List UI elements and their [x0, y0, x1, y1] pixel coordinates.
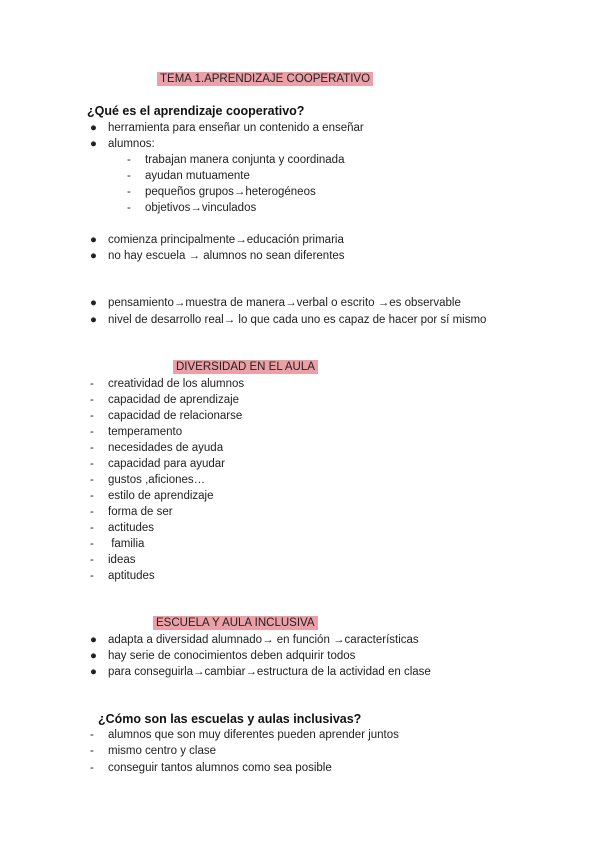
list-item: nivel de desarrollo real→ lo que cada uno es capaz de hacer por sí mismo	[108, 314, 487, 326]
dash-icon: -	[90, 538, 94, 550]
list-item: capacidad de relacionarse	[108, 410, 243, 422]
list-item: no hay escuela → alumnos no sean diferentes	[108, 250, 345, 262]
bullet-icon: ●	[90, 234, 97, 246]
dash-icon: -	[127, 154, 131, 166]
list-item: gustos ,aficiones…	[108, 474, 206, 486]
bullet-icon: ●	[90, 250, 97, 262]
dash-icon: -	[90, 442, 94, 454]
dash-icon: -	[90, 762, 94, 774]
dash-icon: -	[90, 394, 94, 406]
dash-icon: -	[127, 186, 131, 198]
list-item: familia	[108, 538, 145, 550]
dash-icon: -	[90, 554, 94, 566]
sub-list-item: objetivos→vinculados	[145, 202, 257, 214]
list-item: forma de ser	[108, 506, 173, 518]
heading-diversidad	[173, 360, 318, 374]
dash-icon: -	[90, 729, 94, 741]
list-item: mismo centro y clase	[108, 745, 217, 757]
bullet-icon: ●	[90, 314, 97, 326]
sub-list-item: trabajan manera conjunta y coordinada	[145, 154, 345, 166]
list-item: hay serie de conocimientos deben adquirir todos	[108, 650, 356, 662]
list-item: necesidades de ayuda	[108, 442, 224, 454]
list-item: adapta a diversidad alumnado→ en función →características	[108, 634, 419, 646]
list-item: estilo de aprendizaje	[108, 490, 214, 502]
bullet-icon: ●	[90, 297, 97, 309]
list-item: aptitudes	[108, 570, 155, 582]
bullet-icon: ●	[90, 634, 97, 646]
list-item: capacidad para ayudar	[108, 458, 225, 470]
dash-icon: -	[90, 522, 94, 534]
heading-tema-1	[157, 72, 373, 86]
list-item: ideas	[108, 554, 136, 566]
heading-diversidad-text: DIVERSIDAD EN EL AULA	[173, 360, 318, 374]
dash-icon: -	[90, 378, 94, 390]
dash-icon: -	[90, 474, 94, 486]
dash-icon: -	[90, 490, 94, 502]
list-item: alumnos:	[108, 138, 155, 150]
list-item: para conseguirla→cambiar→estructura de la actividad en clase	[108, 666, 431, 678]
list-item: temperamento	[108, 426, 183, 438]
bullet-icon: ●	[90, 666, 97, 678]
dash-icon: -	[127, 202, 131, 214]
sub-list-item: ayudan mutuamente	[145, 170, 250, 182]
list-item: pensamiento→muestra de manera→verbal o escrito →es observable	[108, 297, 461, 309]
list-item: capacidad de aprendizaje	[108, 394, 240, 406]
dash-icon: -	[90, 426, 94, 438]
dash-icon: -	[90, 745, 94, 757]
list-item: herramienta para enseñar un contenido a enseñar	[108, 122, 364, 134]
dash-icon: -	[90, 410, 94, 422]
dash-icon: -	[127, 170, 131, 182]
heading-escuela-inclusiva	[153, 616, 318, 630]
question-how-are: ¿Cómo son las escuelas y aulas inclusivas?	[98, 712, 362, 726]
dash-icon: -	[90, 506, 94, 518]
bullet-icon: ●	[90, 122, 97, 134]
sub-list-item: pequeños grupos→heterogéneos	[145, 186, 316, 198]
dash-icon: -	[90, 458, 94, 470]
list-item: alumnos que son muy diferentes pueden aprender juntos	[108, 729, 399, 741]
bullet-icon: ●	[90, 650, 97, 662]
dash-icon: -	[90, 570, 94, 582]
list-item: conseguir tantos alumnos como sea posible	[108, 762, 332, 774]
heading-escuela-inclusiva-text: ESCUELA Y AULA INCLUSIVA	[153, 616, 318, 630]
list-item: creatividad de los alumnos	[108, 378, 245, 390]
list-item: actitudes	[108, 522, 155, 534]
bullet-icon: ●	[90, 138, 97, 150]
heading-tema-1-text: TEMA 1.APRENDIZAJE COOPERATIVO	[157, 72, 373, 86]
list-item: comienza principalmente→educación primaria	[108, 234, 344, 246]
question-what-is: ¿Qué es el aprendizaje cooperativo?	[87, 104, 305, 118]
